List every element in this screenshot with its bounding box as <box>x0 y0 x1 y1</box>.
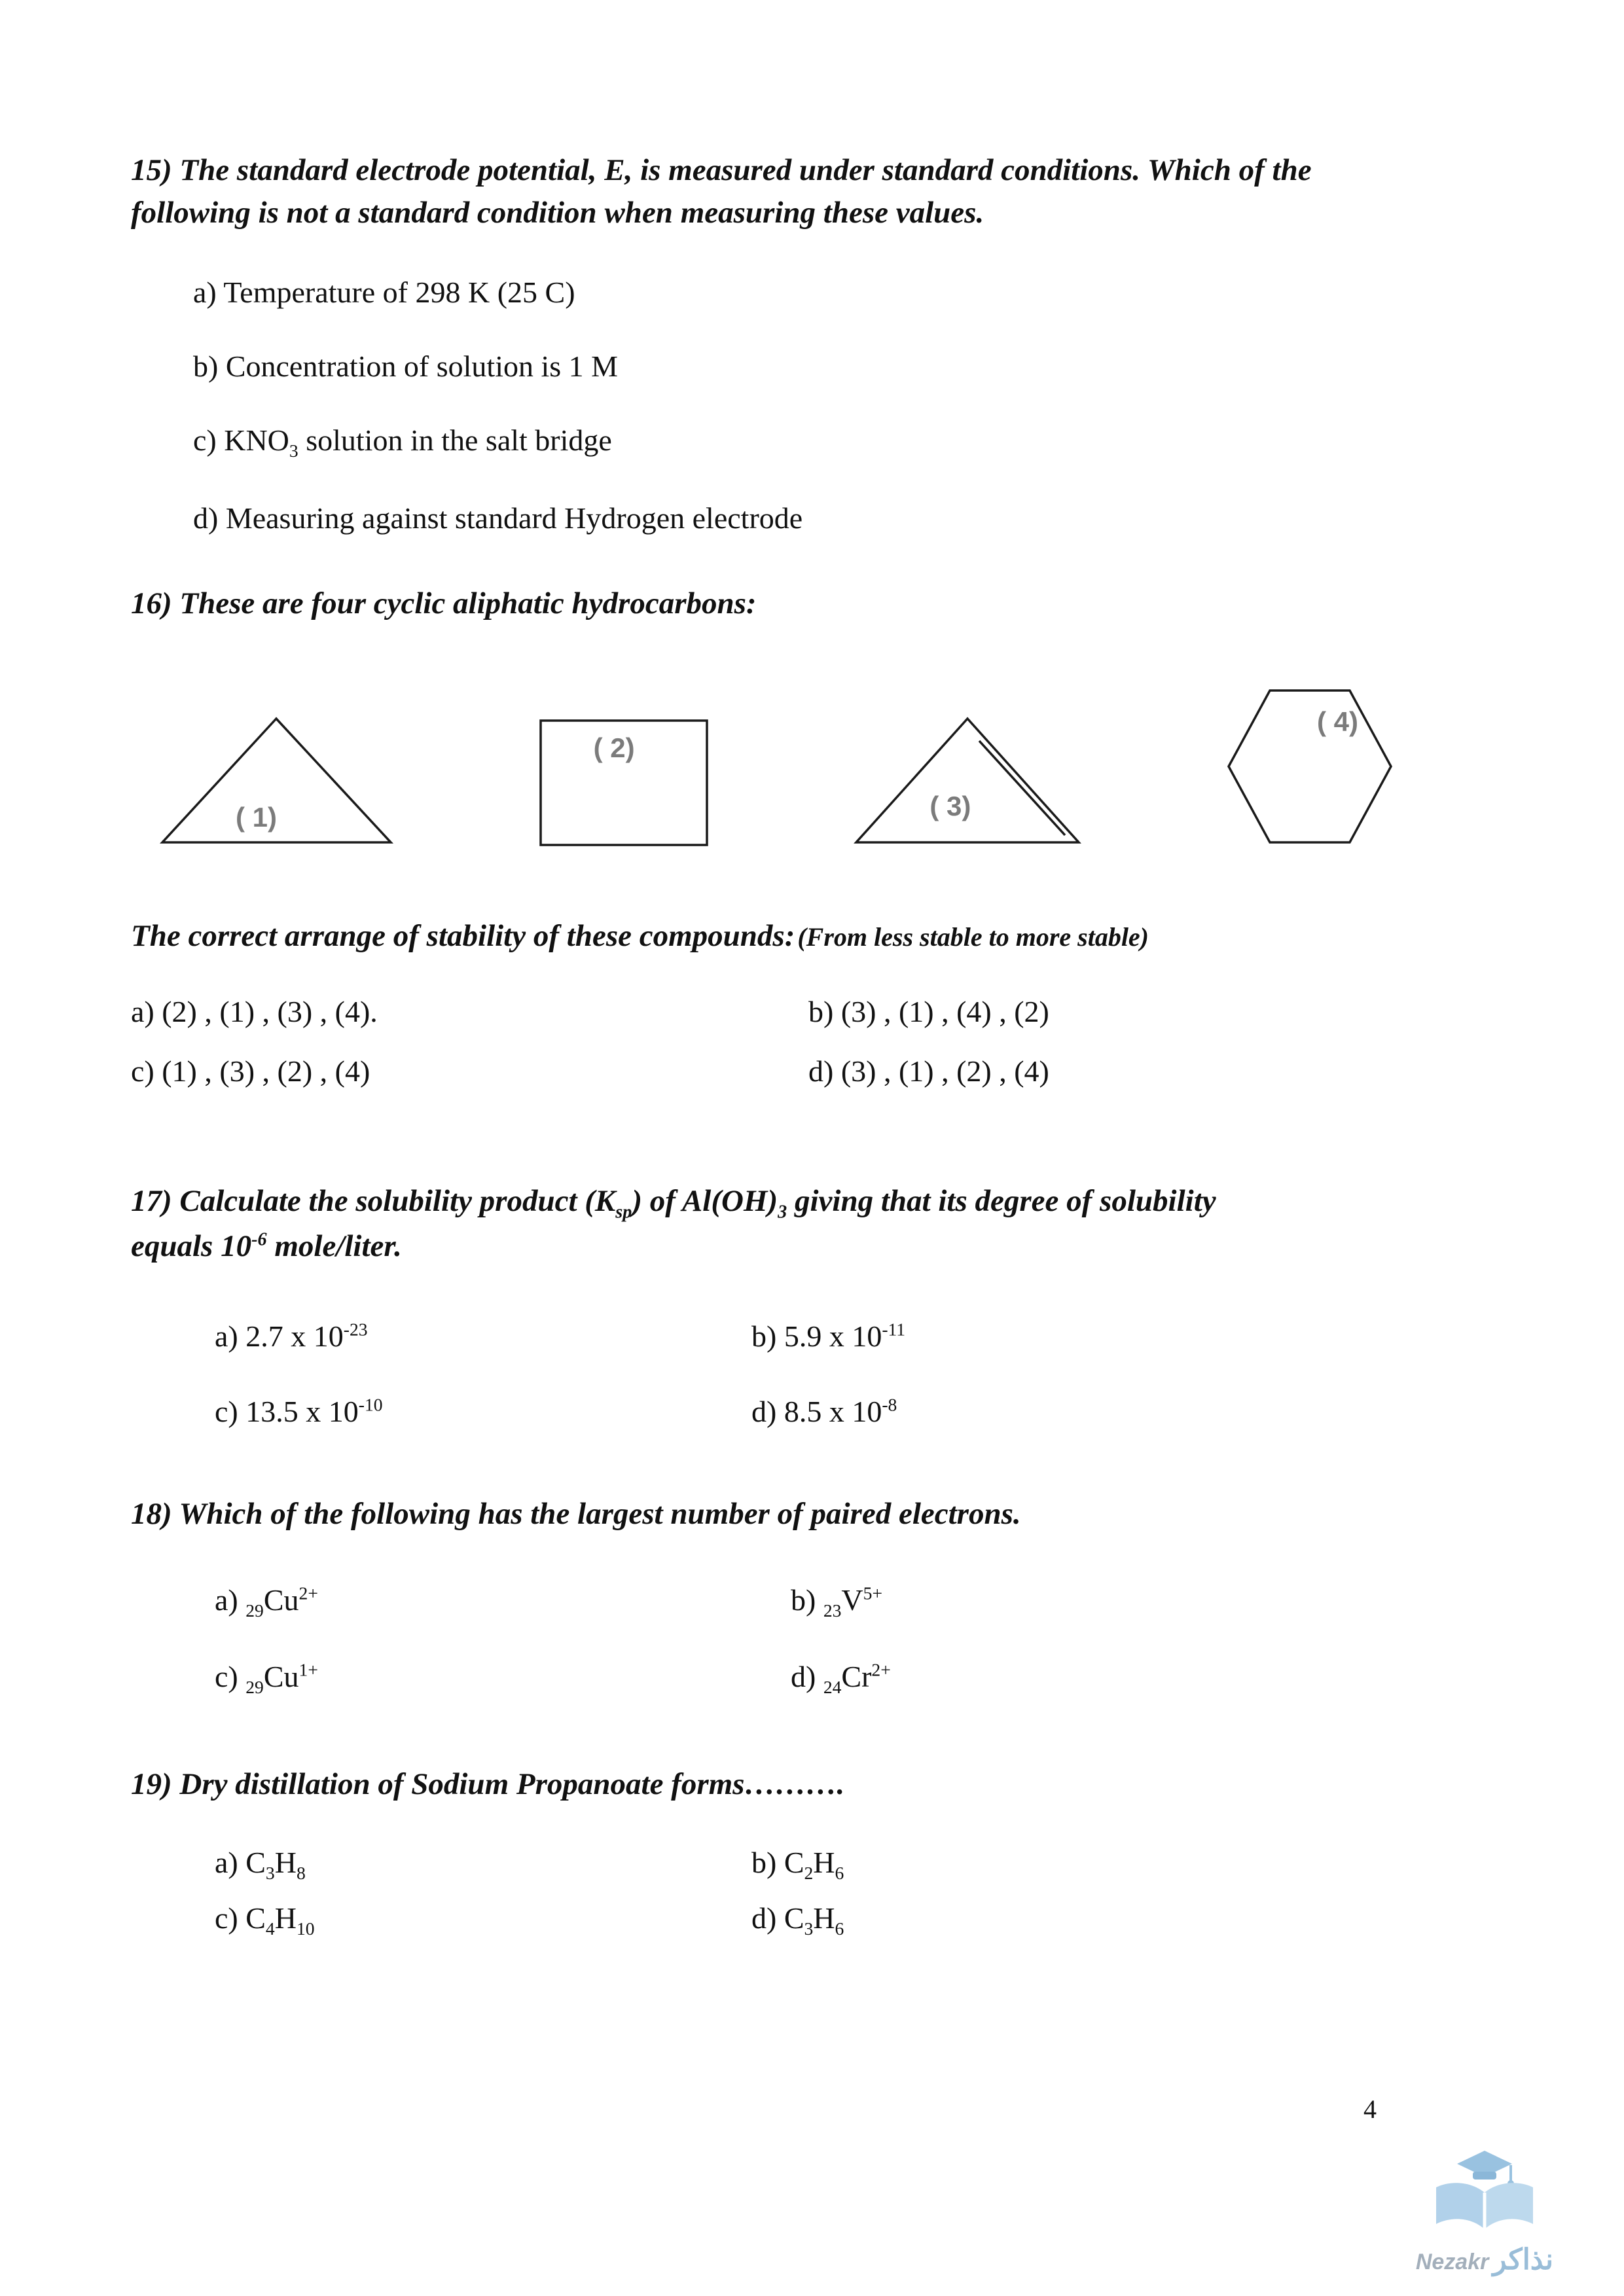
q19-option-c: c) $C_4H_{10}$ <box>215 1901 315 1939</box>
q16-option-b: b) (3) , (1) , (4) , (2) <box>808 994 1049 1028</box>
q17-options-row-1 <box>131 1319 1503 1354</box>
question-16-heading: 16) These are four cyclic aliphatic hydrocarbons: <box>131 586 757 620</box>
q19-option-b: b) $C_2H_6$ <box>751 1846 844 1884</box>
hexagon-icon <box>1225 685 1394 848</box>
q16-options-row-2 <box>131 1054 1503 1088</box>
question-18-heading: 18) Which of the following has the largest number of paired electrons. <box>131 1496 1021 1531</box>
q18-option-d: d) $_{24}Cr^{2+}$ <box>791 1659 891 1698</box>
q18-option-b: b) $_{23}V^{5+}$ <box>791 1583 883 1621</box>
question-15-heading: 15) The standard electrode potential, E, is measured under standard conditions. Which of the following is not a standard condition when measuring these values. <box>131 153 1312 230</box>
stability-prompt-note: (From less stable to more stable) <box>797 922 1149 952</box>
question-15-options <box>193 275 1503 535</box>
q16-option-c: c) (1) , (3) , (2) , (4) <box>131 1054 370 1088</box>
stability-prompt-text: The correct arrange of stability of these compounds: <box>131 918 795 953</box>
q18-options-row-1 <box>131 1583 1503 1621</box>
logo-text <box>1377 2243 1593 2276</box>
shape-1-label: ( 1) <box>236 801 277 833</box>
q15-option-d: d) Measuring against standard Hydrogen electrode <box>193 501 803 535</box>
q17-option-b: b) 5.9 x $10^{-11}$ <box>751 1319 906 1353</box>
page-content <box>131 149 1503 1939</box>
q17-option-a: a) 2.7 x $10^{-23}$ <box>215 1319 368 1353</box>
q18-option-c: c) $_{29}Cu^{1+}$ <box>215 1659 318 1698</box>
q17-options-row-2 <box>131 1394 1503 1429</box>
cyclopropene-triangle-shape <box>851 713 1083 848</box>
cyclobutane-square-shape <box>538 718 710 848</box>
question-17-heading: 17) Calculate the solubility product $(K_{sp})$ of $Al(OH)_3$ giving that its degree of solubility equals $10^{-6}$ mole/liter. <box>131 1183 1216 1264</box>
question-19-heading: 19) Dry distillation of Sodium Propanoate forms………. <box>131 1767 845 1802</box>
q18-option-a: a) $_{29}Cu^{2+}$ <box>215 1583 318 1621</box>
q16-option-a: a) (2) , (1) , (3) , (4). <box>131 994 378 1028</box>
q17-option-d: d) 8.5 x $10^{-8}$ <box>751 1394 897 1428</box>
shape-3-label: ( 3) <box>929 790 971 821</box>
cyclopropane-triangle-shape <box>157 713 396 848</box>
shape-4-label: ( 4) <box>1316 706 1358 737</box>
q17-option-c: c) 13.5 x $10^{-10}$ <box>215 1394 383 1428</box>
q15-option-b: b) Concentration of solution is 1 M <box>193 349 619 383</box>
logo-arabic-text: نذاكر <box>1492 2244 1554 2276</box>
q15-option-c: c) $KNO_3$ solution in the salt bridge <box>193 423 612 461</box>
triangle-double-bond-icon <box>851 713 1083 848</box>
nezakr-logo <box>1377 2147 1593 2276</box>
q16-options-row-1 <box>131 994 1503 1029</box>
shape-2-label: ( 2) <box>593 732 635 763</box>
q16-option-d: d) (3) , (1) , (2) , (4) <box>808 1054 1049 1088</box>
q16-stability-prompt <box>131 918 1503 954</box>
cyclohexane-hexagon-shape <box>1225 685 1394 848</box>
q19-options-row-1 <box>131 1845 1503 1884</box>
q18-options-row-2 <box>131 1659 1503 1698</box>
q19-options-row-2 <box>131 1901 1503 1939</box>
q19-option-a: a) $C_3H_8$ <box>215 1846 306 1884</box>
logo-latin-text: Nezakr <box>1415 2250 1489 2274</box>
hydrocarbon-shapes <box>157 677 1394 848</box>
q15-option-a: a) Temperature of 298 K (25 C) <box>193 275 575 309</box>
page-number: 4 <box>1363 2094 1377 2124</box>
q19-option-d: d) $C_3H_6$ <box>751 1901 844 1939</box>
book-graduation-cap-icon <box>1426 2147 1543 2238</box>
